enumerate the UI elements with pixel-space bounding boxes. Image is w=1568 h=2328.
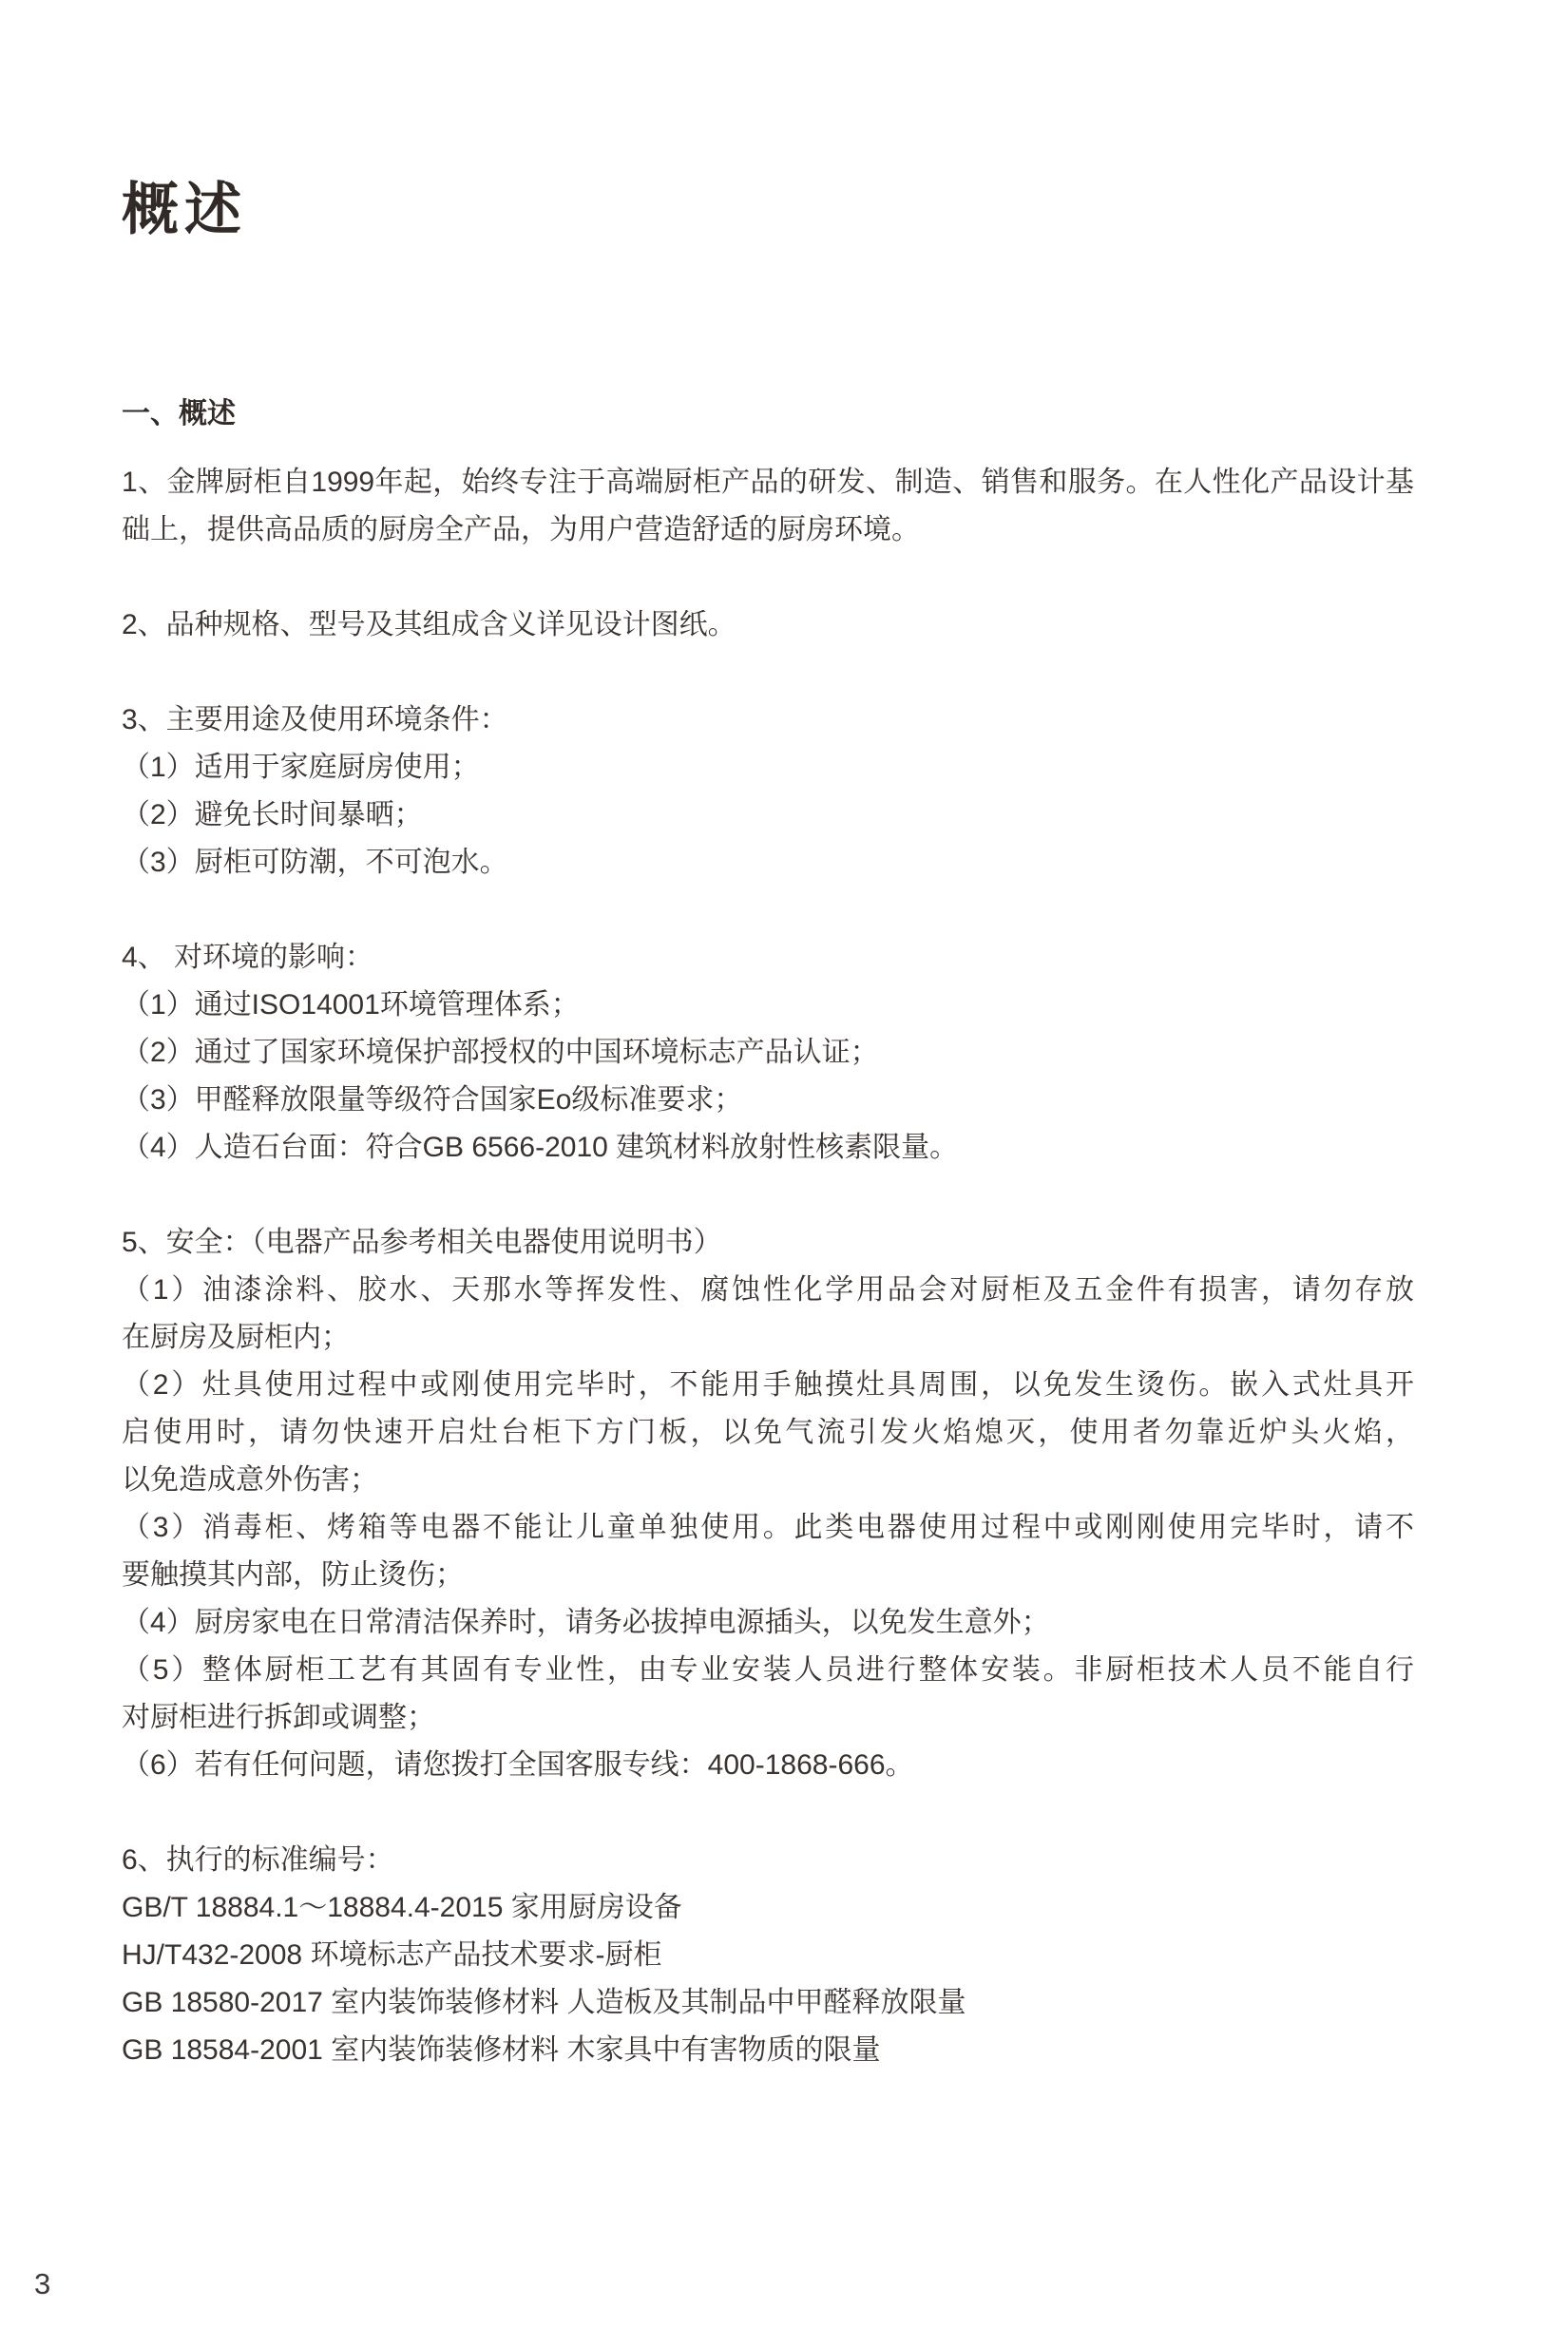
page-number: 3 <box>34 2267 51 2300</box>
text-line: （4）厨房家电在日常清洁保养时，请务必拔掉电源插头，以免发生意外； <box>122 1607 1050 1638</box>
text-line: 以免造成意外伤害； <box>122 1464 378 1496</box>
paragraph-usage-conditions <box>122 696 1414 887</box>
text-line: （1）适用于家庭厨房使用； <box>122 752 480 783</box>
text-line: GB 18584-2001 室内装饰装修材料 木家具中有害物质的限量 <box>122 2034 881 2066</box>
text-line: （2）避免长时间暴晒； <box>122 799 423 830</box>
text-line: （3）厨柜可防潮，不可泡水。 <box>122 847 508 878</box>
page-title: 概述 <box>122 178 247 242</box>
body-content <box>122 459 1414 2074</box>
paragraph-environmental-impact <box>122 934 1414 1172</box>
section-heading-overview: 一、概述 <box>122 397 236 429</box>
text-line: （1）油漆涂料、胶水、天那水等挥发性、腐蚀性化学用品会对厨柜及五金件有损害，请勿存放 <box>122 1274 1414 1306</box>
text-line: 2、品种规格、型号及其组成含义详见设计图纸。 <box>122 609 736 640</box>
text-line: （3）消毒柜、烤箱等电器不能让儿童单独使用。此类电器使用过程中或刚刚使用完毕时，请不 <box>122 1512 1414 1543</box>
text-line: 4、 对环境的影响： <box>122 942 374 973</box>
paragraph-company-intro <box>122 459 1414 554</box>
text-line: （2）灶具使用过程中或刚使用完毕时，不能用手触摸灶具周围，以免发生烫伤。嵌入式灶具开 <box>122 1369 1414 1401</box>
text-line: GB/T 18884.1～18884.4-2015 家用厨房设备 <box>122 1892 682 1923</box>
text-line: （2）通过了国家环境保护部授权的中国环境标志产品认证； <box>122 1037 879 1068</box>
text-line: 对厨柜进行拆卸或调整； <box>122 1702 435 1733</box>
text-line: 要触摸其内部，防止烫伤； <box>122 1559 464 1591</box>
paragraph-standards <box>122 1837 1414 2074</box>
text-line: （6）若有任何问题，请您拨打全国客服专线：400-1868-666。 <box>122 1749 914 1781</box>
text-line: 3、主要用途及使用环境条件： <box>122 704 508 735</box>
text-line: 5、安全：（电器产品参考相关电器使用说明书） <box>122 1227 722 1258</box>
text-line: 启使用时，请勿快速开启灶台柜下方门板，以免气流引发火焰熄灭，使用者勿靠近炉头火焰， <box>122 1417 1414 1448</box>
text-line: 础上，提供高品质的厨房全产品，为用户营造舒适的厨房环境。 <box>122 514 920 545</box>
text-line: （3）甲醛释放限量等级符合国家Eo级标准要求； <box>122 1084 743 1116</box>
text-line: （1）通过ISO14001环境管理体系； <box>122 989 580 1021</box>
text-line: 6、执行的标准编号： <box>122 1844 394 1876</box>
text-line: 1、金牌厨柜自1999年起，始终专注于高端厨柜产品的研发、制造、销售和服务。在人性化产品设计基 <box>122 467 1414 498</box>
text-line: （4）人造石台面：符合GB 6566-2010 建筑材料放射性核素限量。 <box>122 1132 959 1163</box>
text-line: HJ/T432-2008 环境标志产品技术要求-厨柜 <box>122 1939 662 1971</box>
paragraph-safety <box>122 1219 1414 1789</box>
paragraph-specifications <box>122 601 1414 649</box>
text-line: 在厨房及厨柜内； <box>122 1322 350 1353</box>
text-line: （5）整体厨柜工艺有其固有专业性，由专业安装人员进行整体安装。非厨柜技术人员不能自行 <box>122 1654 1414 1686</box>
text-line: GB 18580-2017 室内装饰装修材料 人造板及其制品中甲醛释放限量 <box>122 1987 966 2018</box>
